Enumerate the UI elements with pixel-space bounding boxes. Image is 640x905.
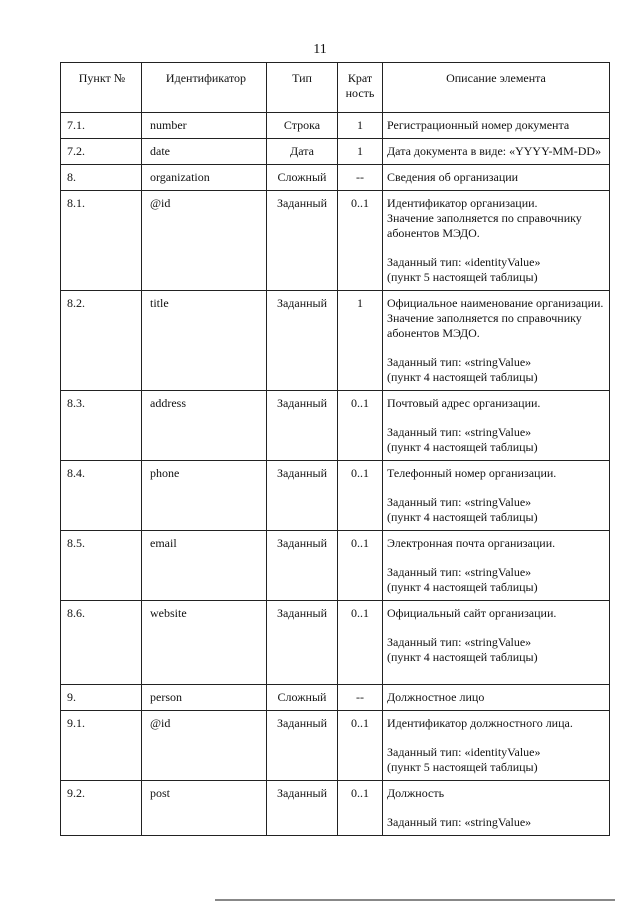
description-line: Идентификатор должностного лица. bbox=[387, 716, 573, 730]
cell-item-number: 7.1. bbox=[61, 113, 142, 139]
description-spacer bbox=[387, 621, 605, 635]
page-number: 11 bbox=[313, 42, 327, 57]
description-line: (пункт 4 настоящей таблицы) bbox=[387, 580, 538, 594]
table-row bbox=[61, 191, 610, 291]
table-row bbox=[61, 391, 610, 461]
cell-identifier: email bbox=[142, 531, 267, 601]
cell-multiplicity: 1 bbox=[338, 291, 383, 391]
cell-identifier: date bbox=[142, 139, 267, 165]
description-line: (пункт 4 настоящей таблицы) bbox=[387, 440, 538, 454]
cell-identifier: post bbox=[142, 781, 267, 836]
cell-identifier: @id bbox=[142, 191, 267, 291]
cell-item-number: 9.2. bbox=[61, 781, 142, 836]
table-row bbox=[61, 139, 610, 165]
description-line: Сведения об организации bbox=[387, 170, 519, 184]
description-line: (пункт 4 настоящей таблицы) bbox=[387, 650, 538, 664]
cell-item-number: 8. bbox=[61, 165, 142, 191]
cell-identifier: address bbox=[142, 391, 267, 461]
description-spacer bbox=[387, 551, 605, 565]
header-description: Описание элемента bbox=[383, 63, 610, 113]
description-line: Идентификатор организации. bbox=[387, 196, 538, 210]
cell-type: Строка bbox=[267, 113, 338, 139]
description-line: Заданный тип: «stringValue» bbox=[387, 635, 532, 649]
cell-item-number: 8.6. bbox=[61, 601, 142, 685]
table-row bbox=[61, 685, 610, 711]
cell-type: Заданный bbox=[267, 391, 338, 461]
description-line: абонентов МЭДО. bbox=[387, 326, 480, 340]
table-row bbox=[61, 113, 610, 139]
description-spacer bbox=[387, 341, 605, 355]
cell-item-number: 7.2. bbox=[61, 139, 142, 165]
cell-description bbox=[383, 165, 610, 191]
cell-description bbox=[383, 291, 610, 391]
description-line: Заданный тип: «stringValue» bbox=[387, 355, 532, 369]
description-line: Значение заполняется по справочнику bbox=[387, 311, 582, 325]
cell-multiplicity: -- bbox=[338, 165, 383, 191]
cell-type: Сложный bbox=[267, 165, 338, 191]
scan-edge-line bbox=[215, 899, 615, 901]
cell-description bbox=[383, 711, 610, 781]
cell-description bbox=[383, 601, 610, 685]
cell-description bbox=[383, 191, 610, 291]
cell-description bbox=[383, 391, 610, 461]
table-row bbox=[61, 461, 610, 531]
cell-multiplicity: 0..1 bbox=[338, 461, 383, 531]
cell-multiplicity: -- bbox=[338, 685, 383, 711]
description-line: (пункт 5 настоящей таблицы) bbox=[387, 270, 538, 284]
cell-identifier: organization bbox=[142, 165, 267, 191]
table-row bbox=[61, 601, 610, 685]
description-spacer bbox=[387, 411, 605, 425]
cell-item-number: 8.2. bbox=[61, 291, 142, 391]
description-line: Заданный тип: «stringValue» bbox=[387, 495, 532, 509]
cell-identifier: phone bbox=[142, 461, 267, 531]
cell-item-number: 8.1. bbox=[61, 191, 142, 291]
description-spacer bbox=[387, 731, 605, 745]
description-line: Заданный тип: «stringValue» bbox=[387, 815, 532, 829]
description-spacer bbox=[387, 481, 605, 495]
description-line: Почтовый адрес организации. bbox=[387, 396, 541, 410]
description-line: (пункт 4 настоящей таблицы) bbox=[387, 510, 538, 524]
cell-multiplicity: 0..1 bbox=[338, 601, 383, 685]
description-line: Официальный сайт организации. bbox=[387, 606, 557, 620]
description-line: Телефонный номер организации. bbox=[387, 466, 557, 480]
cell-item-number: 8.3. bbox=[61, 391, 142, 461]
cell-identifier: @id bbox=[142, 711, 267, 781]
cell-multiplicity: 0..1 bbox=[338, 191, 383, 291]
cell-identifier: title bbox=[142, 291, 267, 391]
cell-item-number: 8.5. bbox=[61, 531, 142, 601]
description-line: Заданный тип: «stringValue» bbox=[387, 565, 532, 579]
cell-description bbox=[383, 531, 610, 601]
header-identifier: Идентификатор bbox=[142, 63, 267, 113]
description-spacer bbox=[387, 665, 605, 679]
description-line: Регистрационный номер документа bbox=[387, 118, 570, 132]
cell-type: Заданный bbox=[267, 711, 338, 781]
header-type: Тип bbox=[267, 63, 338, 113]
description-line: (пункт 4 настоящей таблицы) bbox=[387, 370, 538, 384]
cell-item-number: 9. bbox=[61, 685, 142, 711]
description-spacer bbox=[387, 241, 605, 255]
description-line: Заданный тип: «stringValue» bbox=[387, 425, 532, 439]
cell-identifier: website bbox=[142, 601, 267, 685]
table-row bbox=[61, 531, 610, 601]
description-line: абонентов МЭДО. bbox=[387, 226, 480, 240]
table-row bbox=[61, 165, 610, 191]
cell-item-number: 9.1. bbox=[61, 711, 142, 781]
description-line: Официальное наименование организации. bbox=[387, 296, 604, 310]
cell-description bbox=[383, 461, 610, 531]
table-body bbox=[61, 113, 610, 836]
header-item-number: Пункт № bbox=[61, 63, 142, 113]
cell-item-number: 8.4. bbox=[61, 461, 142, 531]
description-spacer bbox=[387, 801, 605, 815]
table-header-row bbox=[61, 63, 610, 113]
cell-identifier: number bbox=[142, 113, 267, 139]
table-row bbox=[61, 711, 610, 781]
cell-type: Дата bbox=[267, 139, 338, 165]
cell-type: Заданный bbox=[267, 191, 338, 291]
cell-description bbox=[383, 781, 610, 836]
cell-description bbox=[383, 113, 610, 139]
description-line: Заданный тип: «identityValue» bbox=[387, 255, 541, 269]
cell-type: Заданный bbox=[267, 531, 338, 601]
elements-table bbox=[60, 62, 610, 836]
cell-type: Заданный bbox=[267, 461, 338, 531]
header-multiplicity: Крат ность bbox=[338, 63, 383, 113]
cell-type: Заданный bbox=[267, 781, 338, 836]
cell-multiplicity: 0..1 bbox=[338, 711, 383, 781]
cell-multiplicity: 1 bbox=[338, 113, 383, 139]
cell-description bbox=[383, 139, 610, 165]
description-line: Электронная почта организации. bbox=[387, 536, 556, 550]
cell-multiplicity: 1 bbox=[338, 139, 383, 165]
table-row bbox=[61, 781, 610, 836]
cell-description bbox=[383, 685, 610, 711]
description-line: Значение заполняется по справочнику bbox=[387, 211, 582, 225]
description-line: (пункт 5 настоящей таблицы) bbox=[387, 760, 538, 774]
cell-multiplicity: 0..1 bbox=[338, 391, 383, 461]
cell-multiplicity: 0..1 bbox=[338, 781, 383, 836]
cell-type: Заданный bbox=[267, 291, 338, 391]
cell-multiplicity: 0..1 bbox=[338, 531, 383, 601]
description-line: Должность bbox=[387, 786, 445, 800]
cell-type: Заданный bbox=[267, 601, 338, 685]
cell-identifier: person bbox=[142, 685, 267, 711]
description-line: Заданный тип: «identityValue» bbox=[387, 745, 541, 759]
cell-type: Сложный bbox=[267, 685, 338, 711]
description-line: Дата документа в виде: «YYYY-MM-DD» bbox=[387, 144, 602, 158]
description-line: Должностное лицо bbox=[387, 690, 485, 704]
table-row bbox=[61, 291, 610, 391]
